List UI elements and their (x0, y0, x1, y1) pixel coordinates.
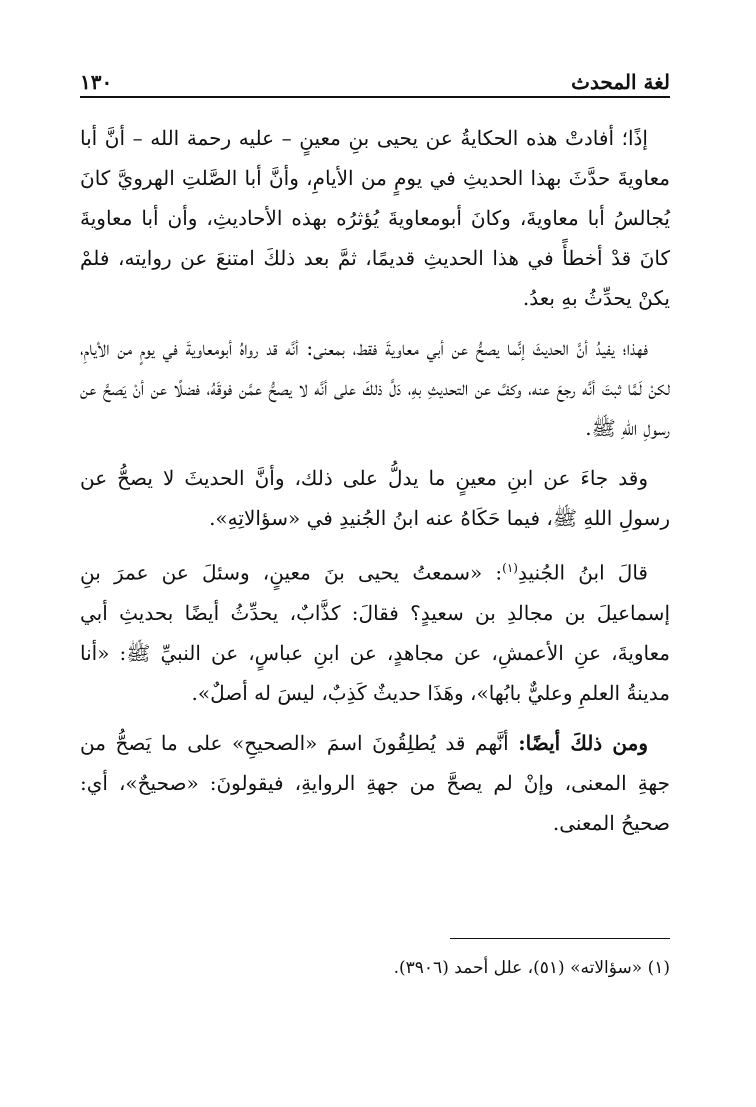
paragraph-lead: ومن ذلكَ أيضًا: (518, 730, 648, 755)
footnote-text: (١) «سؤالاته» (٥١)، علل أحمد (٣٩٠٦). (393, 958, 670, 978)
paragraph-text: وقد جاءَ عن ابنِ معينٍ ما يدلُّ على ذلك، وأنَّ الحديثَ لا يصحُّ عن رسولِ اللهِ ﷺ، فيما حَكَاهُ عنه ابنُ الجُنيدِ في «سؤالاتِهِ». (80, 466, 670, 530)
paragraph-5 (80, 723, 670, 843)
paragraph-text: إذًا؛ أفادتْ هذه الحكايةُ عن يحيى بنِ معينٍ – عليه رحمة الله – أنَّ أبا معاويةَ حدَّثَ بهذا الحديثِ في يومٍ من الأيامِ، وأنَّ أبا الصَّلتِ الهرويَّ كانَ يُجالسُ أبا معاويةَ، وكانَ أبومعاويةَ يُؤثرُه بهذه الأحاديثِ، وأن أبا معاويةَ كانَ قدْ أخطأً في هذا الحديثِ قديمًا، ثمَّ بعد ذلكَ امتنعَ عن روايته، فلمْ يكنْ يحدِّثُ بهِ بعدُ. (80, 126, 670, 310)
header-rule (80, 96, 670, 98)
page-header (80, 58, 670, 94)
main-text (80, 118, 670, 853)
paragraph-4 (80, 548, 670, 713)
paragraph-1 (80, 118, 670, 318)
footnote-reference: (١) (502, 561, 518, 575)
paragraph-text-before-ref: قالَ ابنُ الجُنيدِ (517, 560, 648, 585)
running-title: لغة المحدث (571, 70, 670, 94)
paragraph-3 (80, 458, 670, 538)
paragraph-text: أنَّهم قد يُطلِقُونَ اسمَ «الصحيحِ» على ما يَصحُّ من جهةِ المعنى، وإنْ لم يصحَّ من جهةِ الروايةِ، فيقولونَ: «صحيحٌ»، أي: صحيحُ المعنى. (80, 730, 670, 835)
paragraph-2 (80, 328, 670, 448)
page-number: ١٣٠ (80, 70, 113, 94)
footnote (80, 954, 670, 982)
footnote-separator (450, 938, 670, 939)
paragraph-text: فهذا؛ يفيدُ أنَّ الحديثَ إنَّما يصحُّ عن أبي معاويةَ فقط، بمعنى: أنَّه قد رواهُ أبومعاويةَ في يومٍ من الأيامِ، لكنْ لَمَّا ثبتَ أنَّه رجعَ عنه، وكفَّ عن التحديثِ بهِ، دَلَّ ذلكَ على أنَّه لا يصحُّ عمَّن فوقَهُ، فضلًا عن أنْ يَصحَّ عن رسولِ اللهِ ﷺ. (80, 336, 670, 440)
paragraph-text: : «سمعتُ يحيى بنَ معينٍ، وسئلَ عن عمرَ بنِ إسماعيلَ بن مجالدِ بن سعيدٍ؟ فقالَ: كذَّابٌ، يحدِّثُ أيضًا بحديثِ أبي معاويةَ، عنِ الأعمشِ، عن مجاهدٍ، عن ابنِ عباسٍ، عن النبيِّ ﷺ: «أنا مدينةُ العلمِ وعليٌّ بابُها»، وهَذَا حديثٌ كَذِبٌ، ليسَ له أصلٌ». (80, 560, 670, 705)
